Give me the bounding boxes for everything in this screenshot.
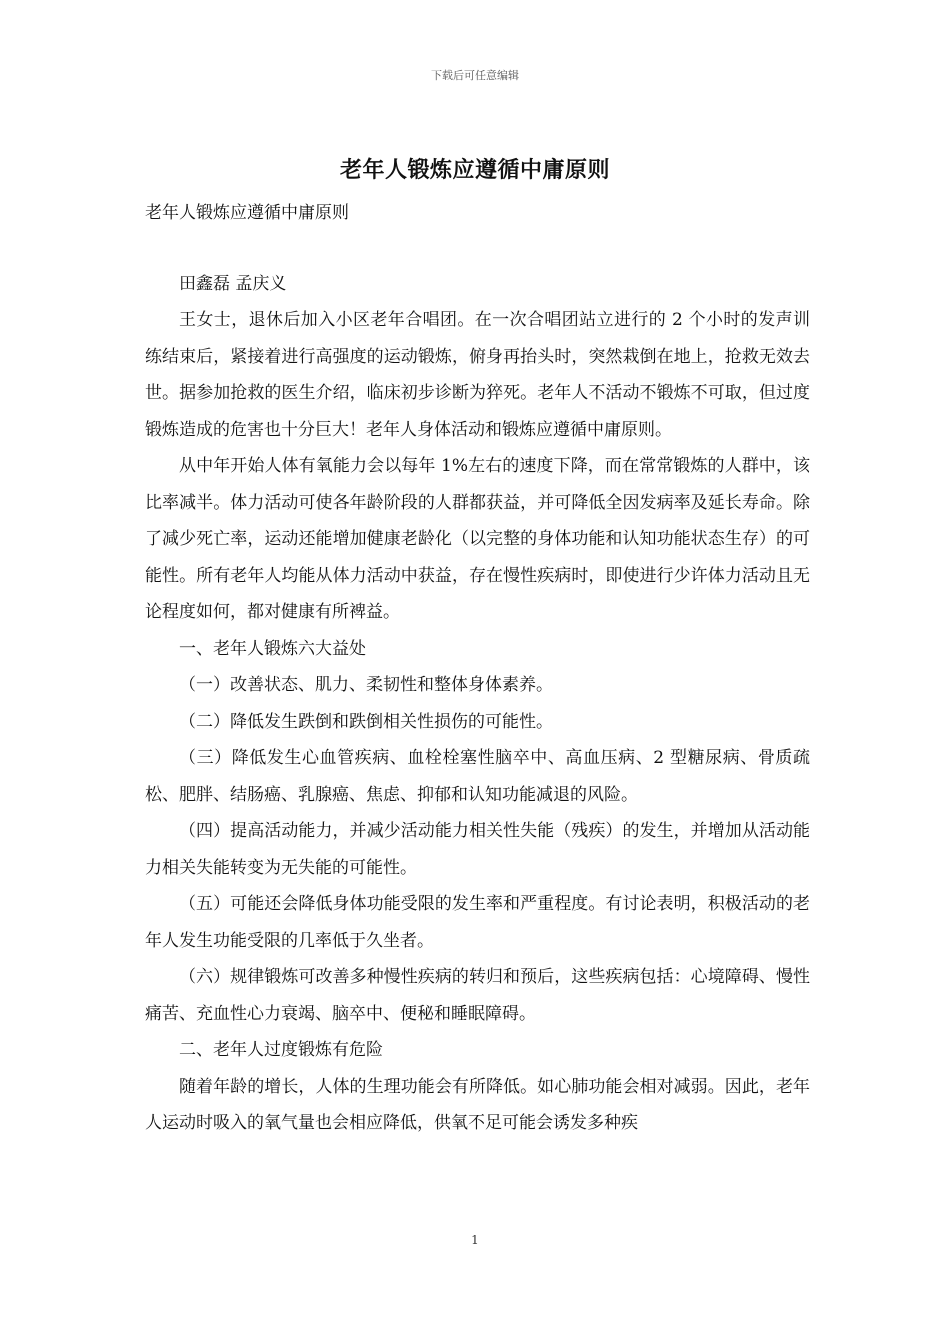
blank-line (145, 232, 810, 266)
paragraph-aerobic-capacity: 从中年开始人体有氧能力会以每年 1%左右的速度下降，而在常常锻炼的人群中，该比率减半。体力活动可使各年龄阶段的人群都获益，并可降低全因发病率及延长寿命。除了减少死亡率，运动还能增加健康老龄化（以完整的身体功能和认知功能状态生存）的可能性。所有老年人均能从体力活动中获益，存在慢性疾病时，即使进行少许体力活动且无论程度如何，都对健康有所裨益。 (145, 456, 810, 622)
list-item-benefit-5: （五）可能还会降低身体功能受限的发生率和严重程度。有讨论表明，积极活动的老年人发生功能受限的几率低于久坐者。 (145, 894, 810, 951)
document-title: 老年人锻炼应遵循中庸原则 (339, 157, 610, 183)
paragraph-aging-physiology: 随着年龄的增长，人体的生理功能会有所降低。如心肺功能会相对减弱。因此，老年人运动时吸入的氧气量也会相应降低，供氧不足可能会诱发多种疾 (145, 1076, 810, 1133)
page-number: 1 (471, 1233, 479, 1247)
list-item-benefit-1: （一）改善状态、肌力、柔韧性和整体身体素养。 (179, 675, 553, 695)
section-heading-benefits: 一、老年人锻炼六大益处 (179, 638, 366, 659)
paragraph-intro: 王女士，退休后加入小区老年合唱团。在一次合唱团站立进行的 2 个小时的发声训练结束后，紧接着进行高强度的运动锻炼，俯身再抬头时，突然栽倒在地上，抢救无效去世。据参加抢救的医生介绍，临床初步诊断为猝死。老年人不活动不锻炼不可取，但过度锻炼造成的危害也十分巨大！老年人身体活动和锻炼应遵循中庸原则。 (145, 310, 810, 440)
list-item-benefit-3: （三）降低发生心血管疾病、血栓栓塞性脑卒中、高血压病、2 型糖尿病、骨质疏松、肥胖、结肠癌、乳腺癌、焦虑、抑郁和认知功能减退的风险。 (145, 748, 810, 805)
document-subtitle: 老年人锻炼应遵循中庸原则 (145, 203, 349, 223)
list-item-benefit-6: （六）规律锻炼可改善多种慢性疾病的转归和预后，这些疾病包括：心境障碍、慢性痛苦、充血性心力衰竭、脑卒中、便秘和睡眠障碍。 (145, 967, 810, 1024)
list-item-benefit-2: （二）降低发生跌倒和跌倒相关性损伤的可能性。 (179, 711, 553, 732)
document-authors: 田鑫磊 孟庆义 (179, 273, 287, 294)
page-header-note: 下载后可任意编辑 (431, 69, 519, 82)
document-body (145, 195, 810, 1142)
list-item-benefit-4: （四）提高活动能力，并减少活动能力相关性失能（残疾）的发生，并增加从活动能力相关失能转变为无失能的可能性。 (145, 821, 810, 878)
section-heading-risks: 二、老年人过度锻炼有危险 (179, 1040, 383, 1060)
